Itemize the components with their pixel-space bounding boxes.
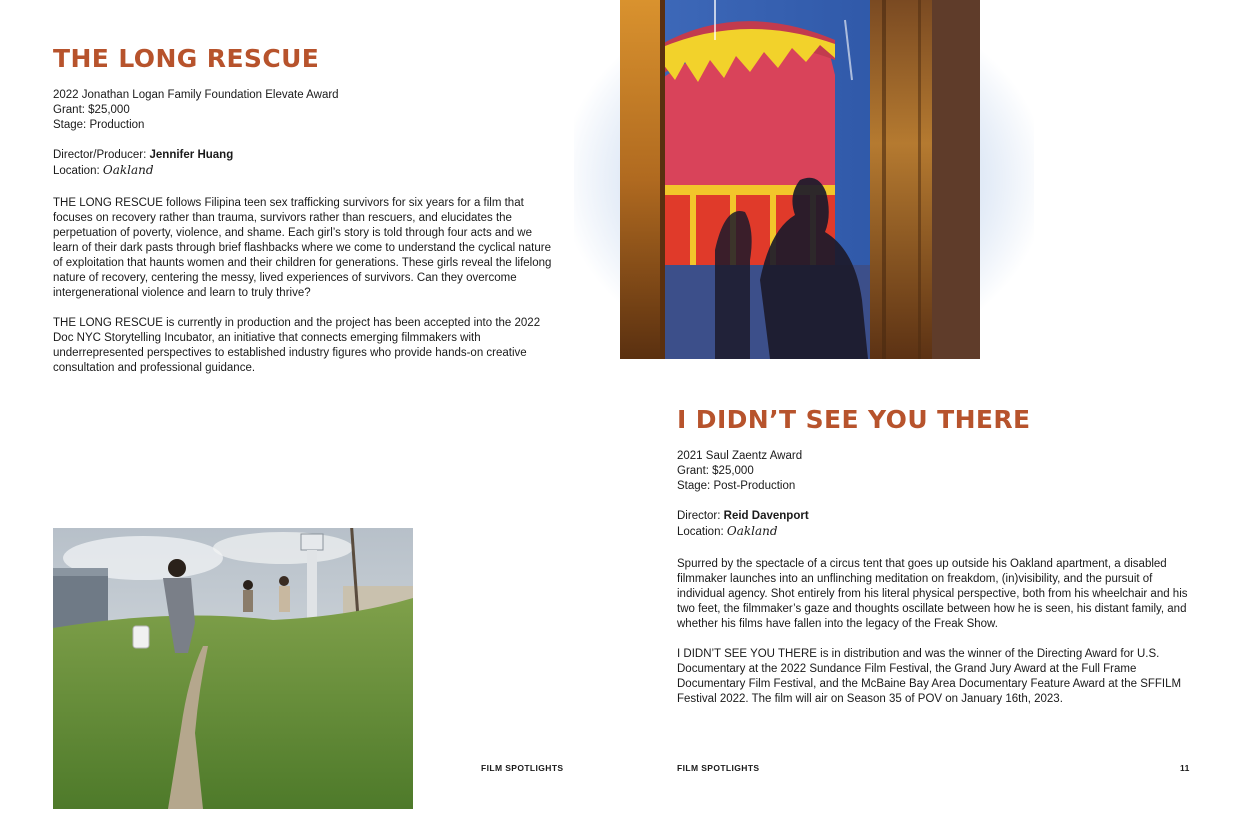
circus-tent-image — [620, 0, 980, 359]
long-rescue-description — [53, 196, 558, 391]
long-rescue-meta — [53, 88, 339, 179]
didnt-see-you-description — [677, 557, 1192, 722]
didnt-see-you-paragraph-1: Spurred by the spectacle of a circus tent that goes up outside his Oakland apartment, a disabled filmmaker launches into an unflinching meditation on freakdom, (in)visibility, and the pursuit of individual agency. Shot entirely from his literal physical perspective, both from his wheelchair and his two feet, the filmmaker’s gaze and thoughts oscillate between how he is seen, his distant family, and whether his films have fallen into the legacy of the Freak Show. — [677, 558, 1188, 630]
long-rescue-title: THE LONG RESCUE — [53, 44, 320, 73]
didnt-see-you-meta — [677, 449, 809, 540]
long-rescue-director — [53, 148, 339, 163]
didnt-see-you-director — [677, 509, 809, 524]
didnt-see-you-stage: Stage: Post-Production — [677, 480, 796, 492]
location-value: Oakland — [726, 524, 778, 538]
grass-field-image — [53, 528, 413, 809]
grass-field-photo — [53, 528, 413, 809]
director-name: Jennifer Huang — [149, 149, 234, 161]
long-rescue-stage: Stage: Production — [53, 119, 145, 131]
circus-tent-photo — [574, 0, 1034, 359]
long-rescue-location — [53, 163, 339, 179]
footer-right-section: FILM SPOTLIGHTS — [677, 763, 760, 773]
didnt-see-you-location — [677, 524, 809, 540]
director-label: Director: — [677, 510, 724, 522]
long-rescue-award: 2022 Jonathan Logan Family Foundation Elevate Award — [53, 89, 339, 101]
director-name: Reid Davenport — [723, 510, 809, 522]
footer-left-section: FILM SPOTLIGHTS — [481, 763, 564, 773]
didnt-see-you-grant: Grant: $25,000 — [677, 465, 754, 477]
director-label: Director/Producer: — [53, 149, 150, 161]
didnt-see-you-title: I DIDN’T SEE YOU THERE — [677, 405, 1031, 434]
didnt-see-you-award: 2021 Saul Zaentz Award — [677, 450, 803, 462]
location-label: Location: — [53, 165, 103, 177]
long-rescue-paragraph-1: THE LONG RESCUE follows Filipina teen sex trafficking survivors for six years for a film that focuses on recovery rather than trauma, survivors rather than rescuers, and elucidates the perpetuation of poverty, violence, and shame. Each girl’s story is told through four acts and we learn of their dark pasts through brief flashbacks where we come to understand the cyclical nature of exploitation that haunts women and their children for generations. These girls reveal the lifelong nature of recovery, centering the messy, lived experiences of survivors. Can they overcome intergenerational violence and learn to truly thrive? — [53, 197, 552, 299]
location-label: Location: — [677, 526, 727, 538]
long-rescue-paragraph-2: THE LONG RESCUE is currently in production and the project has been accepted into the 2022 Doc NYC Storytelling Incubator, an initiative that connects emerging filmmakers with underrepresented perspectives to established industry figures who provide hands-on creative consultation and professional guidance. — [53, 317, 541, 374]
page-number: 11 — [1180, 763, 1190, 773]
long-rescue-grant: Grant: $25,000 — [53, 104, 130, 116]
location-value: Oakland — [102, 163, 154, 177]
didnt-see-you-paragraph-2: I DIDN’T SEE YOU THERE is in distribution and was the winner of the Directing Award for U.S. Documentary at the 2022 Sundance Film Festival, the Grand Jury Award at the Full Frame Documentary Film Festival, and the McBaine Bay Area Documentary Feature Award at the SFFILM Festival 2022. The film will air on Season 35 of POV on January 16th, 2023. — [677, 648, 1182, 705]
